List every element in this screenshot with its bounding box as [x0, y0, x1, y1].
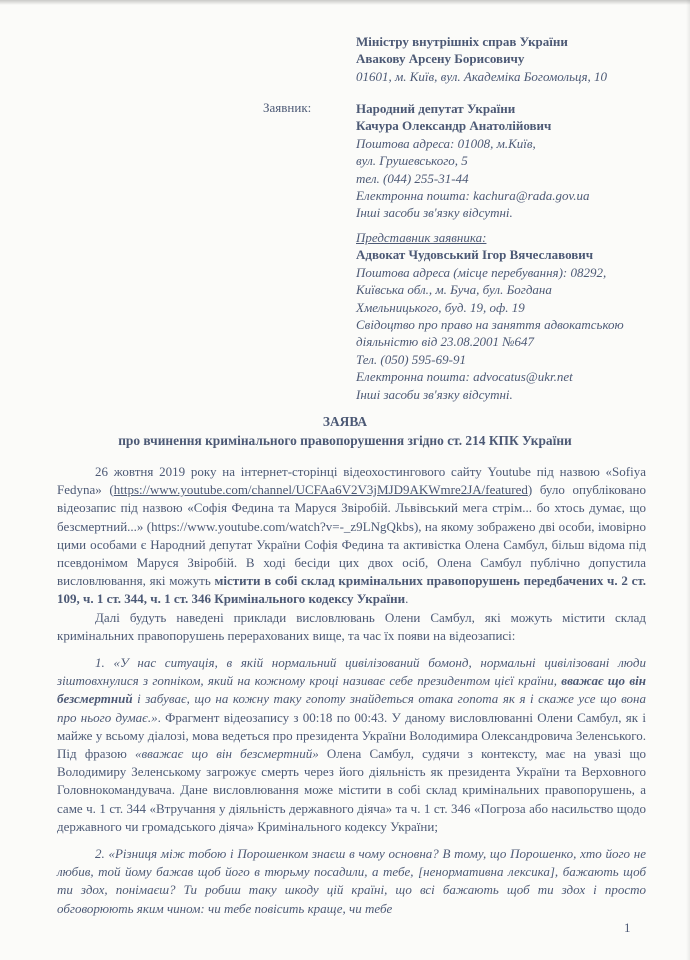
representative-detail: Київська обл., м. Буча, бул. Богдана — [356, 282, 552, 298]
applicant-block — [356, 100, 658, 222]
representative-detail: Хмельницького, буд. 19, оф. 19 — [356, 299, 525, 315]
text-segment: вважає що він безсмертний — [57, 673, 646, 707]
applicant-label: Заявник: — [263, 100, 312, 115]
representative-detail: Інші засоби зв'язку відсутні. — [356, 386, 513, 402]
page-number: 1 — [624, 920, 631, 935]
representative-label: Представник заявника: — [356, 230, 487, 245]
intro-paragraph — [57, 463, 646, 609]
text-segment: . Фрагмент відеозапису з 00:18 по 00:43. У даному висловлюванні Олени Самбул, як і майже у всьому діалозі, мова ведеться про президента України Володимира Олександровича Зеленського. Під фразою — [57, 709, 646, 762]
representative-detail: Тел. (050) 595-69-91 — [356, 351, 466, 367]
document-subtitle: про вчинення кримінального правопорушення згідно ст. 214 КПК України — [118, 432, 572, 448]
applicant-detail: тел. (044) 255-31-44 — [356, 170, 469, 186]
representative-detail: Електронна пошта: advocatus@ukr.net — [356, 369, 573, 385]
representative-block — [356, 229, 658, 403]
youtube-channel-url: https://www.youtube.com/channel/UCFAa6V2V3jMJD9AKWmre2JA/featured — [113, 482, 528, 498]
text-segment: 2. «Різниця між тобою і Порошенком знаєш в чому основна? В тому, що Порошенко, хто його не любив, той йому бажав щоб його в тюрьму посадили, а тебе, [ненормативна лексика], бажають щоб ти здох, понімаєш? Ти робиш таку шкоду цій країні, що всі бажають щоб ти здох і просто обговорюють яким чином: чи тебе повісить краще, чи тебе — [57, 846, 646, 916]
text-segment: ) було опубліковано відеозапис під назвою «Софія Федина та Маруся Звіробій. Львівський мега стрім... бо хтось думає, що безсмертний...» (https://www.youtube.com/watch?v=-_z9LNgQkbs), на якому зображено дві особи, імовірно цими особами є Народний депутат України Софія Федина та активістка Олена Самбул, більш відома під псевдонімом Маруся Звіробій. В ході бесіди цих двох осіб, Олена Самбул публічно допустила висловлювання, які можуть — [57, 482, 646, 589]
recipient-name-line: Міністру внутрішніх справ України — [356, 34, 568, 49]
text-segment: 1. «У нас ситуація, в якій нормальний цивілізований бомонд, нормальні цивілізовані люди зіштовхнулися з гопніком, який на кожному кроці називає себе президентом цієї країни, — [57, 655, 646, 689]
text-segment: 26 жовтня 2019 року на інтернет-сторінці відеохостингового сайту Youtube під назвою «Sofiya Fedyna» ( — [57, 464, 646, 498]
applicant-detail: Інші засоби зв'язку відсутні. — [356, 205, 513, 221]
quoted-statement-1 — [57, 654, 646, 836]
text-segment: «вважає що він безсмертний» — [135, 746, 319, 762]
text-segment: містити в собі склад кримінальних правопорушень передбачених ч. 2 ст. 109, ч. 1 ст. 344, ч. 1 ст. 346 Кримінального кодексу України — [57, 573, 646, 607]
text-segment: Олена Самбул, судячи з контексту, має на увазі що Володимиру Зеленському загрожує смерть через його діяльність як президента України та Верховного Головнокомандувача. Дане висловлювання може містити в собі склад кримінальних правопорушень, а саме ч. 1 ст. 344 «Втручання у діяльність державного діяча» та ч. 1 ст. 346 «Погроза або насильство щодо державного чи громадського діяча» Кримінального кодексу України; — [57, 746, 646, 834]
applicant-detail: Електронна пошта: kachura@rada.gov.ua — [356, 188, 590, 204]
document-title-block — [0, 413, 690, 450]
applicant-detail: Поштова адреса: 01008, м.Київ, — [356, 135, 536, 151]
document-title: ЗАЯВА — [322, 414, 368, 429]
applicant-title: Народний депутат України — [356, 101, 516, 116]
recipient-address: 01601, м. Київ, вул. Академіка Богомольця, 10 — [356, 68, 608, 84]
document-body — [57, 463, 646, 918]
quoted-statement-2 — [57, 845, 646, 918]
recipient-name-line: Авакову Арсену Борисовичу — [356, 51, 525, 67]
text-segment: . — [405, 591, 409, 607]
representative-detail: діяльністю від 23.08.2001 №647 — [356, 334, 535, 350]
applicant-name: Качура Олександр Анатолійович — [356, 118, 552, 134]
text-segment: Далі будуть наведені приклади висловлювань Олени Самбул, які можуть містити склад кримінальних правопорушень перерахованих вище, та час їх появи на відеозаписі: — [57, 609, 646, 643]
representative-name: Адвокат Чудовський Ігор Вячеславович — [356, 247, 594, 263]
recipient-block — [356, 33, 658, 85]
representative-detail: Свідоцтво про право на заняття адвокатською — [356, 317, 624, 333]
lead-in-paragraph — [57, 609, 646, 645]
representative-detail: Поштова адреса (місце перебування): 08292, — [356, 264, 607, 280]
applicant-detail: вул. Грушевського, 5 — [356, 153, 468, 169]
text-segment: і забуває, що на кожну таку гопоту знайдеться отака гопота як я і скаже усе що вона про нього думає.» — [57, 691, 646, 725]
